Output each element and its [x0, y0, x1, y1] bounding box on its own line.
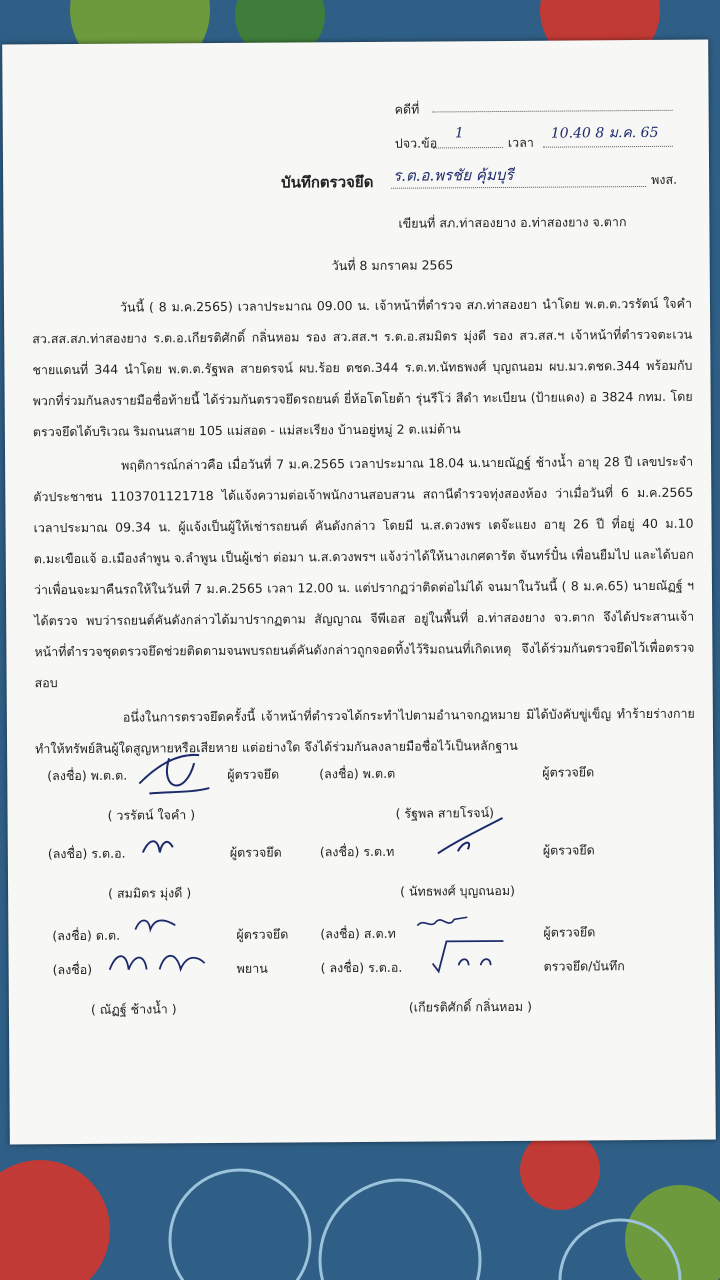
signature-7-mark	[104, 941, 214, 982]
sig4-role: ผู้ตรวจยึด	[542, 842, 595, 858]
report-item-label: ปจว.ข้อ	[394, 135, 438, 151]
signature-3-mark	[138, 827, 178, 863]
sig5-prefix: (ลงชื่อ) ด.ต.	[52, 927, 121, 944]
signature-8-mark	[428, 935, 508, 980]
title-suffix: พงส.	[651, 171, 678, 187]
sig3-role: ผู้ตรวจยึด	[229, 844, 282, 860]
sig7-prefix: (ลงชื่อ)	[52, 961, 93, 978]
report-item-line	[433, 147, 503, 148]
sig1-prefix: (ลงชื่อ) พ.ต.ต.	[47, 767, 128, 784]
signature-5-mark	[130, 909, 180, 939]
seizure-record-document	[2, 40, 716, 1145]
case-no-line	[433, 110, 673, 113]
title-handwritten-name: ร.ต.อ.พรชัย คุ้มบุรี	[393, 165, 514, 185]
document-date: วันที่ 8 มกราคม 2565	[331, 257, 454, 274]
signature-6-mark	[412, 907, 472, 937]
paragraph-declaration: อนึ่งในการตรวจยึดครั้งนี้ เจ้าหน้าที่ตำรวจได้กระทำไปตามอำนาจกฎหมาย มิได้บังคับขู่เข็ญ ทำร้ายร่างกาย ทำให้ทรัพย์สินผู้ใดสูญหายหรือเสียหาย แต่อย่างใด จึงได้ร่วมกันลงลายมือชื่อไว้เป็นหลักฐาน	[35, 705, 695, 757]
time-value: 10.40 8 ม.ค. 65	[550, 124, 659, 142]
sig7-name: ( ณัฏฐ์ ช้างน้ำ )	[90, 1001, 177, 1017]
sig7-role: พยาน	[236, 960, 268, 976]
report-item-value: 1	[454, 125, 464, 142]
time-label: เวลา	[507, 134, 534, 150]
signature-4-mark	[428, 813, 508, 864]
sig2-role: ผู้ตรวจยึด	[542, 764, 595, 780]
paragraph-seizure-details: วันนี้ ( 8 ม.ค.2565) เวลาประมาณ 09.00 น. เจ้าหน้าที่ตำรวจ สภ.ท่าสองยา นำโดย พ.ต.ต.วรรัตน์ ใจคำ สว.สส.สภ.ท่าสองยาง ร.ต.อ.เกียรติศักดิ์ กลิ่นหอม รอง สว.สส.ฯ ร.ต.อ.สมมิตร มุ่งดี รอง สว.สส.ฯ เจ้าหน้าที่ตำรวจตะเวนชายแดนที่ 344 นำโดย พ.ต.ต.รัฐพล สายดรจน์ ผบ.ร้อย ตชด.344 ร.ต.ท.นัทธพงศ์ บุญถนอม ผบ.มว.ตชด.344 พร้อมกับพวกที่ร่วมกันลงรายมือชื่อท้ายนี้ ได้ร่วมกันตรวจยึดรถยนต์ ยี่ห้อโตโยต้า รุ่นรีโว่ สีดำ ทะเบียน (ป้ายแดง) อ 3824 กทม. โดยตรวจยึดได้บริเวณ ริมถนนสาย 105 แม่สอด - แม่สะเรียง บ้านอยู่หมู่ 2 ต.แม่ต้าน	[32, 295, 693, 440]
written-at: เขียนที่ สภ.ท่าสองยาง อ.ท่าสองยาง จ.ตาก	[398, 214, 627, 231]
signature-1-mark	[129, 743, 219, 804]
sig1-role: ผู้ตรวจยึด	[227, 766, 280, 782]
sig3-name: ( สมมิตร มุ่งดี )	[108, 885, 192, 901]
sig8-name: (เกียรติศักดิ์ กลิ่นหอม )	[408, 998, 533, 1015]
time-line	[543, 146, 673, 148]
paragraph-circumstances: พฤติการณ์กล่าวคือ เมื่อวันที่ 7 ม.ค.2565 เวลาประมาณ 18.04 น.นายณัฏฐ์ ช้างน้ำ อายุ 28 ปี เลขประจำตัวประชาชน 1103701121718 ได้แจ้งความต่อเจ้าพนักงานสอบสวน สถานีตำรวจทุ่งสองห้อง ว่าเมื่อวันที่ 6 ม.ค.2565 เวลาประมาณ 09.34 น. ผู้แจ้งเป็นผู้ให้เช่ารถยนต์ คันดังกล่าว โดยมี น.ส.ดวงพร เตจ๊ะแยง อายุ 26 ปี ที่อยู่ 40 ม.10 ต.มะเขือแจ้ อ.เมืองลำพูน จ.ลำพูน เป็นผู้เช่า ต่อมา น.ส.ดวงพรฯ แจ้งว่าได้ให้นางเกศดารัต จันทร์ปั๋น เพื่อนยืมไป และได้บอกว่าเพื่อนจะมาคืนรถให้ในวันที่ 7 ม.ค.2565 เวลา 12.00 น. แต่ปรากฏว่าติดต่อไม่ได้ จนมาในวันนี้ ( 8 ม.ค.65) นายณัฏฐ์ ฯ ได้ตรวจ พบว่ารถยนต์คันดังกล่าวได้มาปรากฏตาม สัญญาณ จีพีเอส อยู่ในพื้นที่ อ.ท่าสองยาง จว.ตาก จึงได้ประสานเจ้าหน้าที่ตำรวจชุดตรวจยึดช่วยติดตามจนพบรถยนต์คันดังกล่าวถูกจอดทิ้งไว้ริมถนนที่เกิดเหตุ จึงได้ร่วมกันตรวจยึดไว้เพื่อตรวจสอบ	[33, 453, 695, 691]
document-title: บันทึกตรวจยึด	[281, 172, 374, 192]
sig4-name: ( นัทธพงศ์ บุญถนอม)	[400, 882, 515, 899]
sig1-name: ( วรรัตน์ ใจคำ )	[107, 807, 196, 823]
sig6-prefix: (ลงชื่อ) ส.ต.ท	[320, 925, 396, 942]
sig2-prefix: (ลงชื่อ) พ.ต.ต	[319, 765, 396, 782]
sig6-role: ผู้ตรวจยึด	[543, 924, 596, 940]
sig4-prefix: (ลงชื่อ) ร.ต.ท	[319, 843, 395, 860]
sig8-prefix: ( ลงชื่อ) ร.ต.อ.	[320, 959, 403, 976]
sig8-role: ตรวจยึด/บันทึก	[543, 958, 625, 974]
sig5-role: ผู้ตรวจยึด	[236, 926, 289, 942]
sig3-prefix: (ลงชื่อ) ร.ต.อ.	[47, 845, 126, 862]
case-no-label: คดีที่	[394, 101, 420, 117]
sig2-name: ( รัฐพล สายโรจน์)	[395, 805, 495, 821]
